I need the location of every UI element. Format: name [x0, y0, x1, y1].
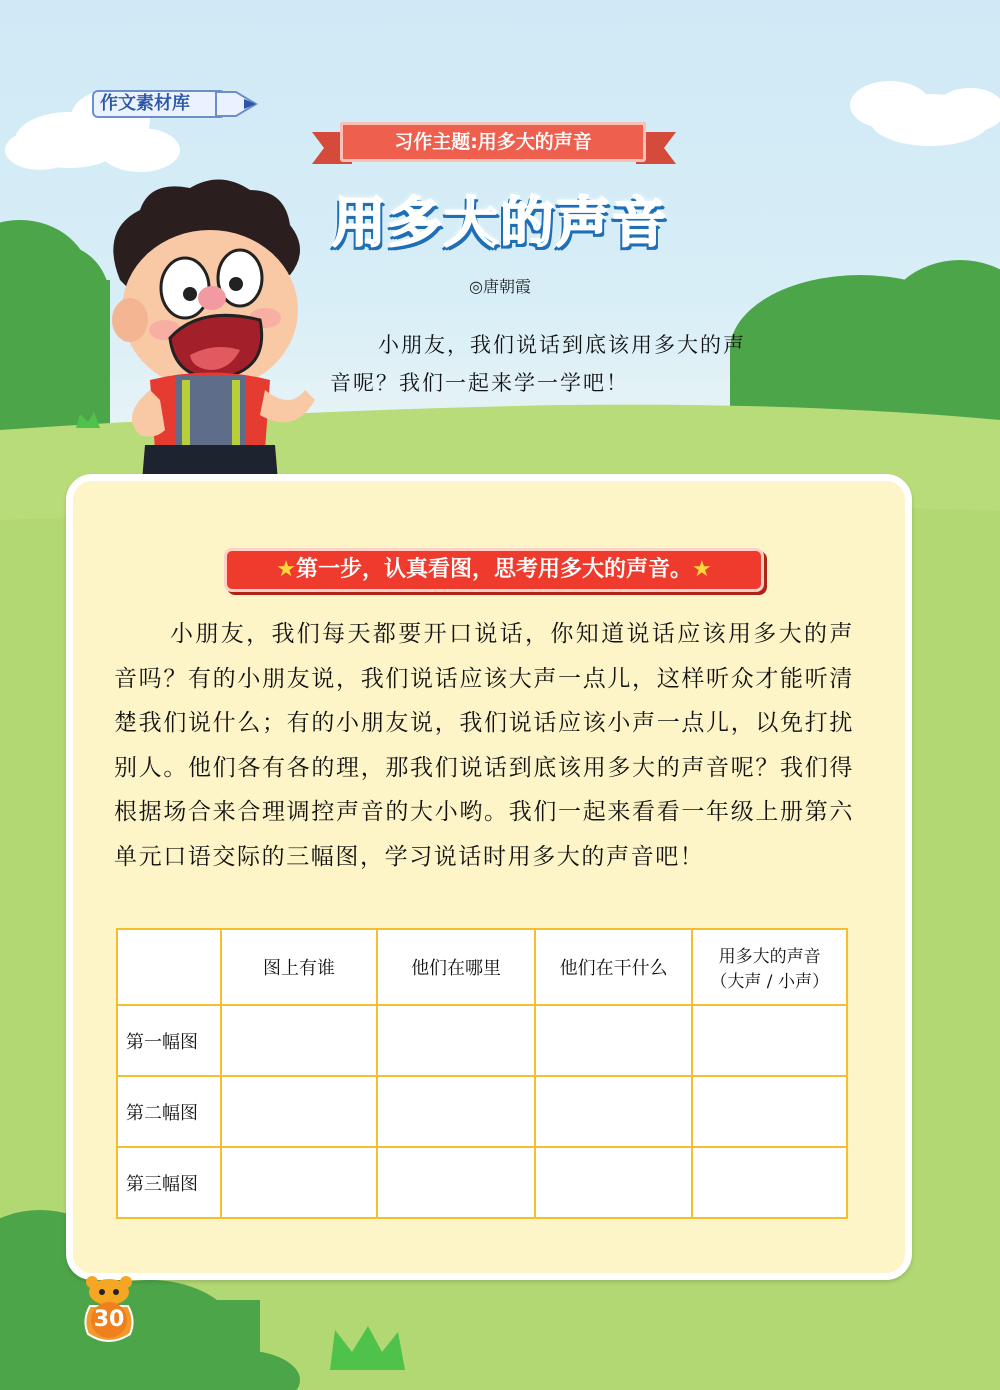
- answer-cell[interactable]: [377, 1076, 535, 1147]
- row-label: 第一幅图: [117, 1005, 221, 1076]
- answer-cell[interactable]: [692, 1005, 847, 1076]
- table-header-row: [117, 929, 847, 1005]
- table-row: [117, 1147, 847, 1218]
- theme-ribbon: 习作主题:用多大的声音: [340, 122, 646, 162]
- answer-cell[interactable]: [221, 1076, 378, 1147]
- page-title: 用多大的声音: [332, 191, 668, 254]
- column-tag: [92, 90, 226, 118]
- table-header-cell: [692, 929, 847, 1005]
- page-number: 30: [93, 1307, 125, 1332]
- table-header-line: （大声 / 小声）: [710, 972, 829, 992]
- table-header-cell: [117, 929, 221, 1005]
- step-banner: [224, 548, 764, 592]
- answer-cell[interactable]: [535, 1147, 693, 1218]
- answer-cell[interactable]: [692, 1076, 847, 1147]
- cloud-icon: [850, 81, 1000, 146]
- row-label: 第三幅图: [117, 1147, 221, 1218]
- star-icon: ★: [692, 557, 712, 582]
- column-tag-label: 作文素材库: [100, 93, 190, 114]
- pencil-icon: [214, 90, 258, 118]
- table-header-cell: 图上有谁: [221, 929, 378, 1005]
- row-label: 第二幅图: [117, 1076, 221, 1147]
- answer-cell[interactable]: [377, 1005, 535, 1076]
- table-row: [117, 1076, 847, 1147]
- answer-cell[interactable]: [377, 1147, 535, 1218]
- star-icon: ★: [276, 557, 296, 582]
- step-banner-text: 第一步，认真看图，思考用多大的声音。: [295, 557, 692, 582]
- table-header-cell: 他们在干什么: [535, 929, 693, 1005]
- body-paragraph: 小朋友，我们每天都要开口说话，你知道说话应该用多大的声音吗？有的小朋友说，我们说话应该大声一点儿，这样听众才能听清楚我们说什么；有的小朋友说，我们说话应该小声一点儿，以免打扰别人。他们各有各的理，那我们说话到底该用多大的声音呢？我们得根据场合来合理调控声音的大小哟。我们一起来看看一年级上册第六单元口语交际的三幅图，学习说话时用多大的声音吧！: [114, 621, 854, 870]
- answer-cell[interactable]: [535, 1005, 693, 1076]
- answer-cell[interactable]: [221, 1005, 378, 1076]
- worksheet-table: [116, 928, 848, 1219]
- table-header-line: 用多大的声音: [718, 947, 821, 967]
- answer-cell[interactable]: [692, 1147, 847, 1218]
- author-byline: ◎唐朝霞: [469, 277, 531, 296]
- answer-cell[interactable]: [535, 1076, 693, 1147]
- answer-cell[interactable]: [221, 1147, 378, 1218]
- intro-text: 小朋友，我们说话到底该用多大的声音呢？我们一起来学一学吧！: [330, 333, 746, 395]
- table-header-cell: 他们在哪里: [377, 929, 535, 1005]
- table-row: [117, 1005, 847, 1076]
